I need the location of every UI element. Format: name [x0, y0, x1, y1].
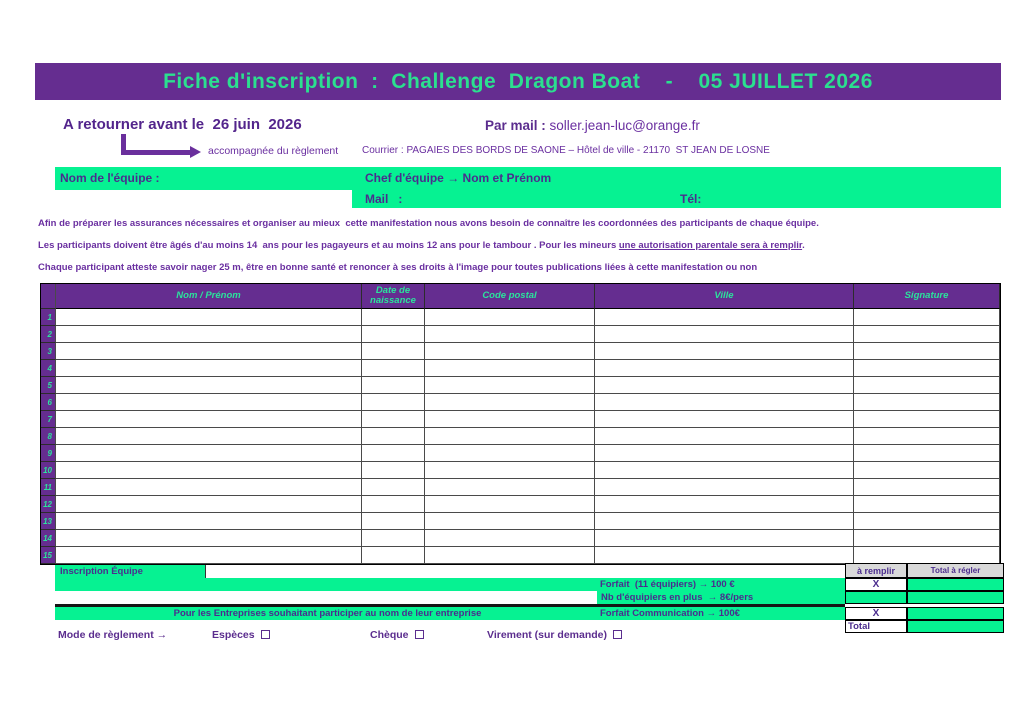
roster-row-number: 13: [41, 513, 56, 530]
elbow-arrow-shaft: [121, 150, 191, 155]
roster-cell[interactable]: [595, 479, 854, 496]
roster-cell[interactable]: [362, 496, 425, 513]
roster-cell[interactable]: [854, 309, 1000, 326]
roster-cell[interactable]: [854, 479, 1000, 496]
roster-cell[interactable]: [425, 547, 595, 564]
roster-row-number: 2: [41, 326, 56, 343]
roster-cell[interactable]: [854, 445, 1000, 462]
roster-cell[interactable]: [56, 530, 362, 547]
cash-label: Espèces: [212, 629, 255, 641]
total-label-cell: Total: [845, 620, 907, 633]
return-deadline: A retourner avant le 26 juin 2026: [63, 116, 302, 133]
roster-row-number: 8: [41, 428, 56, 445]
cash-checkbox[interactable]: [261, 630, 270, 639]
grand-total-cell[interactable]: [907, 620, 1004, 633]
roster-cell[interactable]: [56, 462, 362, 479]
roster-cell[interactable]: [854, 462, 1000, 479]
roster-cell[interactable]: [854, 377, 1000, 394]
roster-row-number: 14: [41, 530, 56, 547]
roster-cell[interactable]: [362, 530, 425, 547]
roster-cell[interactable]: [854, 530, 1000, 547]
roster-cell[interactable]: [362, 428, 425, 445]
roster-cell[interactable]: [854, 428, 1000, 445]
roster-header-2: Date de naissance: [362, 284, 425, 309]
roster-cell[interactable]: [425, 496, 595, 513]
roster-cell[interactable]: [425, 513, 595, 530]
team-chief-label: Chef d'équipe → Nom et Prénom: [365, 171, 552, 185]
info-paragraph-1: Afin de préparer les assurances nécessaires et organiser au mieux cette manifestation nous avons besoin de connaître les coordonnées des participants de chaque équipe.: [38, 218, 819, 229]
roster-row-number: 4: [41, 360, 56, 377]
roster-cell[interactable]: [362, 326, 425, 343]
roster-cell[interactable]: [595, 496, 854, 513]
enterprise-label: Pour les Entreprises souhaitant participer au nom de leur entreprise: [173, 608, 482, 619]
roster-cell[interactable]: [595, 394, 854, 411]
roster-cell[interactable]: [595, 360, 854, 377]
roster-cell[interactable]: [56, 445, 362, 462]
roster-cell[interactable]: [595, 513, 854, 530]
roster-cell[interactable]: [362, 360, 425, 377]
roster-cell[interactable]: [56, 547, 362, 564]
roster-row-number: 7: [41, 411, 56, 428]
roster-cell[interactable]: [56, 411, 362, 428]
transfer-label: Virement (sur demande): [487, 629, 608, 641]
roster-header-1: Nom / Prénom: [56, 284, 362, 309]
roster-cell[interactable]: [425, 411, 595, 428]
roster-cell[interactable]: [425, 326, 595, 343]
roster-cell[interactable]: [56, 326, 362, 343]
roster-cell[interactable]: [362, 394, 425, 411]
roster-cell[interactable]: [595, 428, 854, 445]
roster-cell[interactable]: [425, 394, 595, 411]
roster-cell[interactable]: [425, 445, 595, 462]
roster-cell[interactable]: [362, 462, 425, 479]
roster-cell[interactable]: [595, 445, 854, 462]
communication-fill-cell[interactable]: X: [845, 607, 907, 620]
payment-option-cheque: [370, 629, 424, 641]
roster-header-4: Ville: [595, 284, 854, 309]
roster-cell[interactable]: [854, 326, 1000, 343]
roster-cell[interactable]: [362, 343, 425, 360]
roster-cell[interactable]: [425, 462, 595, 479]
roster-cell[interactable]: [595, 411, 854, 428]
arrow-head-icon: [190, 146, 201, 158]
roster-cell[interactable]: [595, 462, 854, 479]
roster-cell[interactable]: [362, 547, 425, 564]
info-paragraph-2: [38, 240, 805, 251]
roster-row-number: 6: [41, 394, 56, 411]
roster-cell[interactable]: [425, 343, 595, 360]
team-name-label: Nom de l'équipe :: [60, 171, 160, 185]
title-banner: [35, 63, 1001, 100]
roster-cell[interactable]: [56, 343, 362, 360]
roster-cell[interactable]: [854, 360, 1000, 377]
roster-cell[interactable]: [854, 343, 1000, 360]
roster-cell[interactable]: [425, 428, 595, 445]
forfait-total-cell[interactable]: [907, 578, 1004, 591]
roster-cell[interactable]: [362, 377, 425, 394]
roster-cell[interactable]: [362, 445, 425, 462]
extra-fill-cell[interactable]: [845, 591, 907, 604]
roster-cell[interactable]: [56, 496, 362, 513]
roster-row-number: 5: [41, 377, 56, 394]
roster-cell[interactable]: [362, 411, 425, 428]
roster-cell[interactable]: [425, 377, 595, 394]
extra-total-cell[interactable]: [907, 591, 1004, 604]
fees-col-total-header: Total à régler: [907, 563, 1004, 578]
cheque-checkbox[interactable]: [415, 630, 424, 639]
roster-cell[interactable]: [854, 411, 1000, 428]
roster-cell[interactable]: [595, 326, 854, 343]
fees-row-enterprise: [55, 607, 845, 620]
roster-cell[interactable]: [595, 530, 854, 547]
roster-header-3: Code postal: [425, 284, 595, 309]
transfer-checkbox[interactable]: [613, 630, 622, 639]
p2-suffix: .: [802, 240, 805, 251]
roster-cell[interactable]: [56, 479, 362, 496]
roster-cell[interactable]: [362, 513, 425, 530]
roster-table: [40, 283, 1001, 565]
roster-cell[interactable]: [595, 377, 854, 394]
roster-cell[interactable]: [854, 513, 1000, 530]
roster-row-number: 15: [41, 547, 56, 564]
roster-cell[interactable]: [56, 428, 362, 445]
team-tel-label: Tél:: [680, 192, 702, 206]
roster-row-number: 12: [41, 496, 56, 513]
payment-option-transfer: [487, 629, 622, 641]
roster-cell[interactable]: [56, 309, 362, 326]
roster-cell[interactable]: [854, 394, 1000, 411]
roster-row-number: 9: [41, 445, 56, 462]
fees-row-forfait: [55, 578, 845, 591]
roster-row-number: 3: [41, 343, 56, 360]
mail-contact-line: [485, 118, 700, 133]
roster-cell[interactable]: [425, 309, 595, 326]
roster-cell[interactable]: [362, 309, 425, 326]
extra-label: Nb d'équipiers en plus → 8€/pers: [601, 592, 754, 603]
forfait-label: Forfait (11 équipiers) → 100 €: [600, 579, 735, 590]
communication-total-cell[interactable]: [907, 607, 1004, 620]
roster-cell[interactable]: [56, 394, 362, 411]
page-title: Fiche d'inscription : Challenge Dragon Boat - 05 JUILLET 2026: [163, 69, 873, 93]
return-note: accompagnée du règlement: [208, 145, 339, 157]
p2-text: Les participants doivent être âgés d'au moins 14 ans pour les pagayeurs et au moins 12 ans pour le tambour . Pour les mineurs: [38, 240, 619, 251]
payment-option-cash: [212, 629, 270, 641]
roster-cell[interactable]: [595, 343, 854, 360]
team-mail-label: Mail :: [365, 192, 403, 206]
roster-cell[interactable]: [425, 360, 595, 377]
roster-cell[interactable]: [854, 547, 1000, 564]
roster-row-number: 10: [41, 462, 56, 479]
mail-address[interactable]: soller.jean-luc@orange.fr: [549, 118, 700, 133]
mail-label: Par mail :: [485, 118, 550, 133]
roster-cell[interactable]: [425, 530, 595, 547]
roster-cell[interactable]: [56, 377, 362, 394]
roster-cell[interactable]: [56, 513, 362, 530]
fees-section-title: Inscription Équipe: [60, 566, 143, 577]
postal-address-line: Courrier : PAGAIES DES BORDS DE SAONE – Hôtel de ville - 21170 ST JEAN DE LOSNE: [362, 145, 770, 156]
roster-row-number: 11: [41, 479, 56, 496]
roster-header-5: Signature: [854, 284, 1000, 309]
fees-section-header: [55, 565, 206, 579]
roster-cell[interactable]: [56, 360, 362, 377]
roster-cell[interactable]: [595, 309, 854, 326]
roster-cell[interactable]: [425, 479, 595, 496]
roster-corner-cell: [41, 284, 56, 309]
roster-cell[interactable]: [854, 496, 1000, 513]
p2-underlined-text: une autorisation parentale sera à remplir: [618, 240, 803, 251]
forfait-fill-cell[interactable]: X: [845, 578, 907, 591]
roster-cell[interactable]: [362, 479, 425, 496]
fees-row-extra: [597, 591, 845, 604]
info-paragraph-3: Chaque participant atteste savoir nager 25 m, être en bonne santé et renoncer à ses droits à l'image pour toutes publications liées à cette manifestation ou non: [38, 262, 758, 273]
payment-mode-label: Mode de règlement →: [58, 629, 168, 641]
communication-label: Forfait Communication → 100€: [600, 608, 740, 619]
team-band-row2: [352, 190, 1001, 208]
fees-col-fill-header: à remplir: [845, 563, 907, 578]
roster-cell[interactable]: [595, 547, 854, 564]
cheque-label: Chèque: [370, 629, 409, 641]
roster-row-number: 1: [41, 309, 56, 326]
